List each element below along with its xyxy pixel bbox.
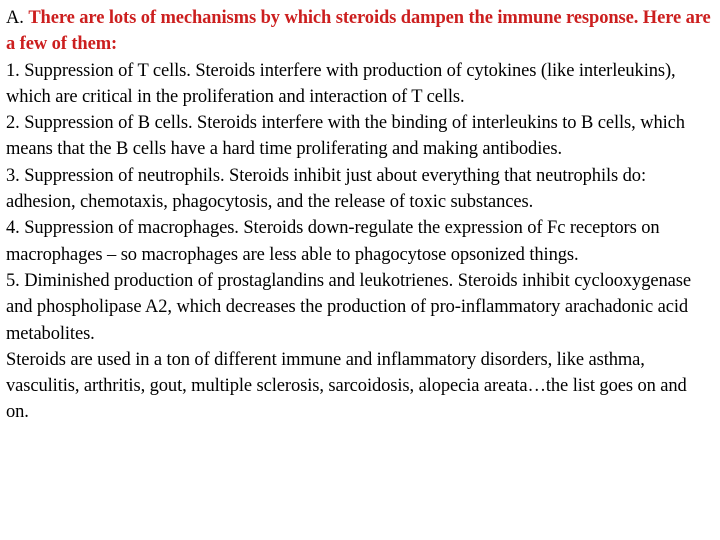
intro-paragraph (6, 5, 712, 58)
list-item: 1. Suppression of T cells. Steroids interfere with production of cytokines (like interleukins), which are critical in the proliferation and interaction of T cells. (6, 60, 676, 107)
intro-prefix: A. (6, 8, 29, 28)
list-item: 2. Suppression of B cells. Steroids interfere with the binding of interleukins to B cells, which means that the B cells have a hard time proliferating and making antibodies. (6, 113, 685, 160)
list-item: 5. Diminished production of prostaglandins and leukotrienes. Steroids inhibit cyclooxygenase and phospholipase A2, which decreases the production of pro-inflammatory arachadonic acid metabolites. (6, 270, 691, 344)
list-item: 4. Suppression of macrophages. Steroids down-regulate the expression of Fc receptors on macrophages – so macrophages are less able to phagocytose opsonized things. (6, 218, 660, 265)
intro-heading: There are lots of mechanisms by which steroids dampen the immune response. Here are a few of them: (6, 8, 711, 55)
list-item: 3. Suppression of neutrophils. Steroids inhibit just about everything that neutrophils do: adhesion, chemotaxis, phagocytosis, and the release of toxic substances. (6, 165, 646, 213)
document-body (6, 5, 712, 426)
closing-paragraph: Steroids are used in a ton of different immune and inflammatory disorders, like asthma, vasculitis, arthritis, gout, multiple sclerosis, sarcoidosis, alopecia areata…the list goes on and on. (6, 349, 687, 423)
